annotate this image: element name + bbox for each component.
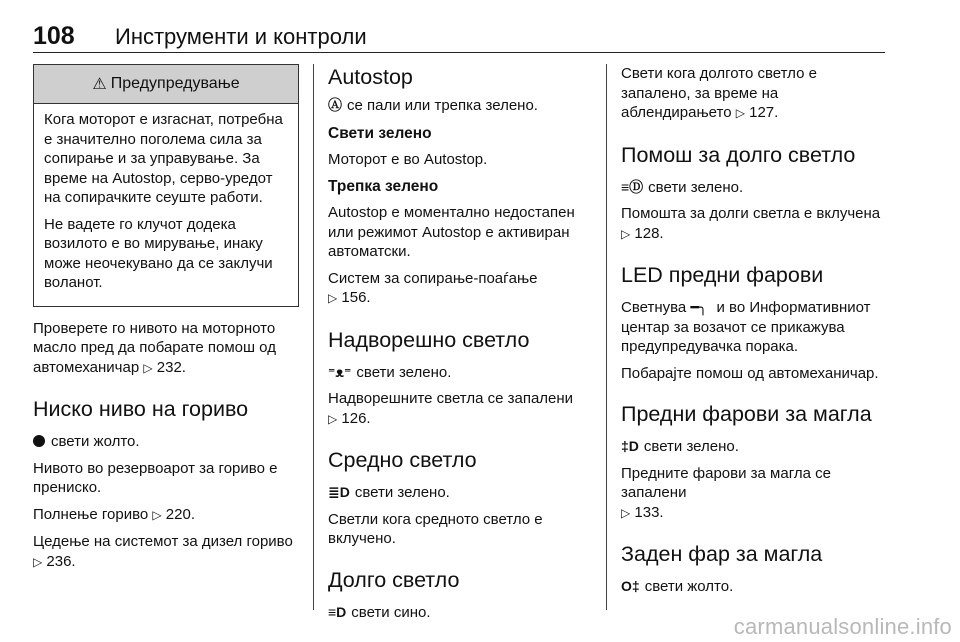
page-reference[interactable]: 126. bbox=[341, 409, 371, 427]
column-1 bbox=[33, 64, 299, 579]
paragraph: Моторот е во Autostop. bbox=[328, 150, 488, 168]
paragraph: Надворешните светла се запалени ▷ 126. bbox=[328, 390, 574, 427]
reference-arrow-icon: ▷ bbox=[328, 411, 338, 426]
reference-arrow-icon: ▷ bbox=[621, 505, 631, 520]
led-headlight-icon: ━╮ bbox=[690, 299, 708, 315]
section-heading: Предни фарови за магла bbox=[621, 402, 872, 426]
reference-arrow-icon: ▷ bbox=[735, 106, 745, 120]
reference-arrow-icon: ▷ bbox=[152, 507, 162, 522]
paragraph: Цедење на системот за дизел гориво ▷ 236. bbox=[33, 533, 293, 570]
page-reference[interactable]: 128. bbox=[634, 224, 664, 242]
section-heading: Средно светло bbox=[328, 448, 477, 472]
paragraph: Проверете го нивото на моторното масло пред да побарате помош од автомеханичар ▷ 232. bbox=[33, 319, 276, 376]
column-divider bbox=[606, 64, 607, 610]
warning-paragraph: Не вадете го клучот додека возилото е во мирување, инаку може неочекувано да се заклучи воланот. bbox=[44, 215, 273, 291]
rear-fog-icon: O‡ bbox=[621, 578, 640, 594]
page-reference[interactable]: 133. bbox=[634, 503, 664, 521]
warning-box bbox=[33, 64, 299, 307]
section-heading: Долго светло bbox=[328, 567, 460, 592]
warning-paragraph: Кога моторот е изгаснат, потребна е значително поголема сила за сопирање и за управување. За време на Autostop, серво-уредот на сопирачките сеуште работи. bbox=[44, 111, 283, 206]
high-beam-icon: ≡D bbox=[328, 603, 347, 620]
section-heading: Заден фар за магла bbox=[621, 542, 823, 566]
section-heading: Autostop bbox=[328, 65, 413, 89]
column-divider bbox=[313, 64, 314, 610]
reference-arrow-icon: ▷ bbox=[143, 360, 153, 375]
paragraph: Свети кога долгото светло е запалено, за време на аблендирањето ▷ 127. bbox=[621, 65, 817, 121]
paragraph: Полнење гориво ▷ 220. bbox=[33, 505, 195, 523]
indicator-line: ≡D свети сино. bbox=[328, 603, 431, 621]
section-heading: Ниско ниво на гориво bbox=[33, 397, 249, 421]
front-fog-icon: ‡D bbox=[621, 438, 639, 454]
page-reference[interactable]: 236. bbox=[46, 552, 76, 570]
section-heading: LED предни фарови bbox=[621, 263, 824, 287]
paragraph: Систем за сопирање-поаѓање ▷ 156. bbox=[328, 269, 538, 306]
high-beam-assist-icon: ≡Ⓓ bbox=[621, 178, 644, 195]
section-heading: Помош за долго светло bbox=[621, 142, 856, 167]
paragraph: Autostop е моментално недостапен или режимот Autostop е активиран автоматски. bbox=[328, 204, 575, 260]
paragraph: Предните фарови за магла се запалени ▷ 133. bbox=[621, 464, 831, 521]
subsection-heading: Трепка зелено bbox=[328, 178, 439, 195]
paragraph: Нивото во резервоарот за гориво е прениско. bbox=[33, 459, 278, 496]
reference-arrow-icon: ▷ bbox=[621, 226, 631, 241]
subsection-heading: Свети зелено bbox=[328, 124, 432, 142]
fuel-dot-icon bbox=[33, 435, 45, 447]
indicator-line: Ⓐ се пали или трепка зелено. bbox=[328, 97, 538, 114]
autostop-icon: Ⓐ bbox=[328, 97, 342, 113]
warning-body bbox=[34, 104, 298, 306]
column-2 bbox=[328, 64, 594, 629]
indicator-line: ⁼ᴥ⁼ свети зелено. bbox=[328, 363, 452, 381]
indicator-line: ‡D свети зелено. bbox=[621, 438, 739, 455]
reference-arrow-icon: ▷ bbox=[328, 291, 338, 305]
low-beam-icon: ≣D bbox=[328, 484, 350, 500]
header-title: Инструменти и контроли bbox=[115, 24, 367, 49]
warning-header bbox=[34, 65, 298, 104]
page-number: 108 bbox=[33, 22, 75, 50]
indicator-line: O‡ свети жолто. bbox=[621, 578, 734, 595]
paragraph: Помошта за долги светла е вклучена ▷ 128. bbox=[621, 205, 881, 242]
section-heading: Надворешно светло bbox=[328, 327, 530, 352]
paragraph: Побарајте помош од автомеханичар. bbox=[621, 364, 879, 382]
warning-title: Предупредување bbox=[110, 75, 240, 92]
watermark: carmanualsonline.info bbox=[733, 614, 952, 639]
warning-icon: ⚠ bbox=[92, 76, 107, 93]
indicator-line: свети жолто. bbox=[33, 432, 299, 452]
indicator-line: ≡Ⓓ свети зелено. bbox=[621, 178, 744, 196]
page-reference[interactable]: 220. bbox=[165, 505, 195, 523]
exterior-light-icon: ⁼ᴥ⁼ bbox=[328, 363, 352, 380]
page-reference[interactable]: 232. bbox=[156, 358, 186, 376]
column-3 bbox=[621, 64, 887, 604]
page-reference[interactable]: 156. bbox=[341, 289, 371, 306]
page-reference[interactable]: 127. bbox=[749, 104, 779, 121]
paragraph: Светнува ━╮ и во Информативниот центар за возачот се прикажува предупредувачка порака. bbox=[621, 299, 871, 355]
paragraph: Светли кога средното светло е вклучено. bbox=[328, 510, 543, 547]
indicator-line: ≣D свети зелено. bbox=[328, 484, 450, 501]
page-header bbox=[33, 18, 885, 53]
reference-arrow-icon: ▷ bbox=[33, 554, 43, 569]
